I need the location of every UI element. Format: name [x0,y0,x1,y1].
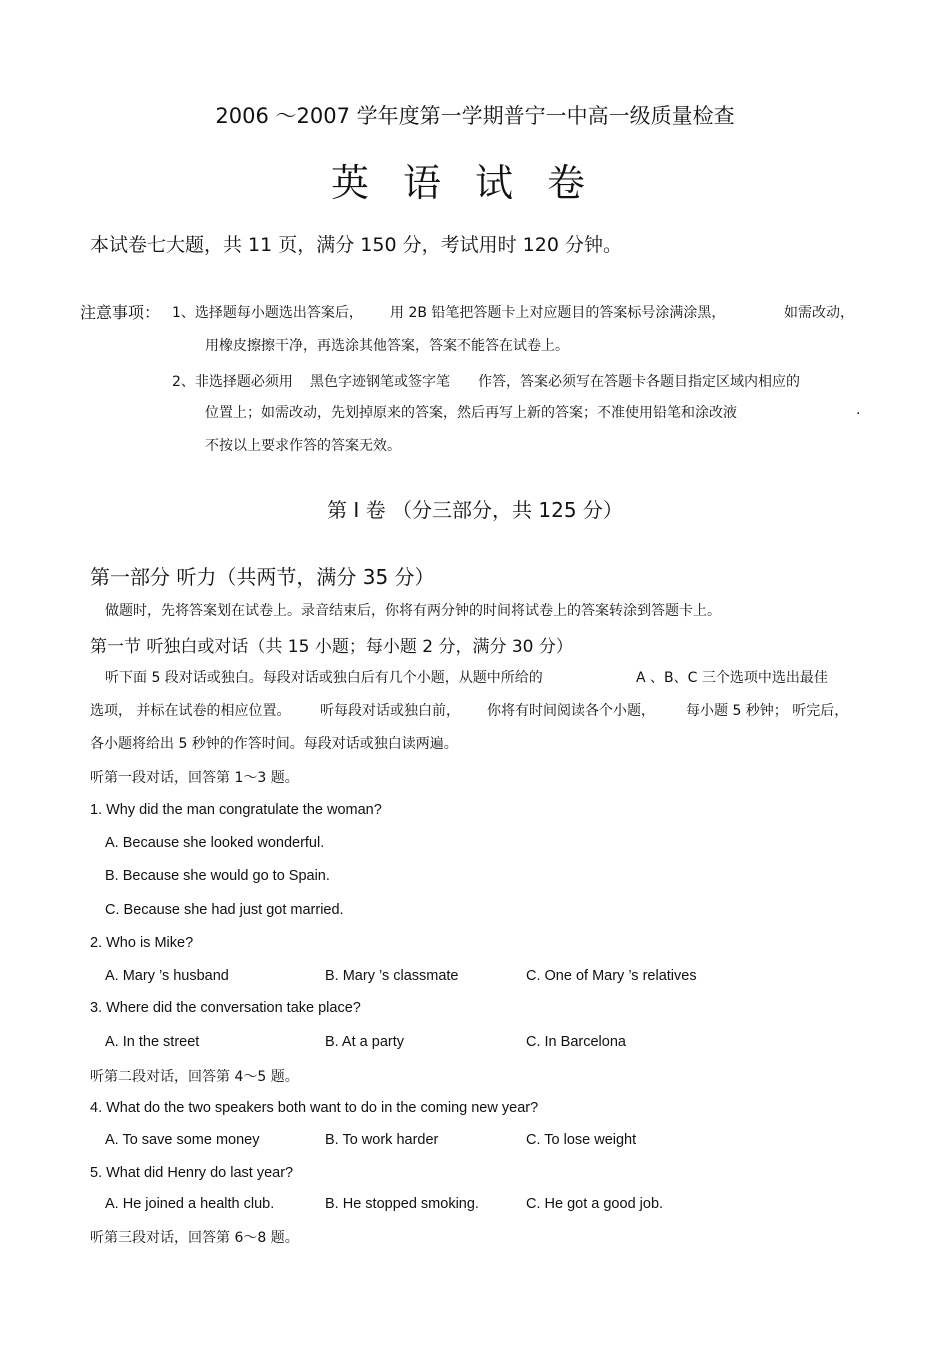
note-line-5: 不按以上要求作答的答案无效。 [205,438,401,454]
question-1-stem: 1. Why did the man congratulate the woman? [90,802,382,818]
section1-instructions-2d: 每小题 5 秒钟； 听完后， [686,703,849,719]
question-3-option-a: A. In the street [105,1034,200,1050]
question-2-option-c: C. One of Mary ’s relatives [526,968,697,984]
section1-instructions-3: 各小题将给出 5 秒钟的作答时间。每段对话或独白读两遍。 [90,736,458,752]
dialog-instruction-3: 听第三段对话，回答第 6～8 题。 [90,1230,299,1246]
paper-title: 英语试卷 [330,161,619,205]
question-2-option-b: B. Mary ’s classmate [325,968,459,984]
question-2-stem: 2. Who is Mike? [90,935,194,951]
question-3-stem: 3. Where did the conversation take place? [90,1000,361,1016]
section1-title: 第一节 听独白或对话（共 15 小题；每小题 2 分，满分 30 分） [90,637,573,657]
note-line-1a: 1、选择题每小题选出答案后， [172,305,363,321]
question-4-option-b: B. To work harder [325,1132,439,1148]
note-line-4a: 位置上；如需改动，先划掉原来的答案，然后再写上新的答案；不准使用铅笔和涂改液 [205,405,737,421]
question-5-option-c: C. He got a good job. [526,1196,664,1212]
dialog-instruction-2: 听第二段对话，回答第 4～5 题。 [90,1069,299,1085]
question-1-option-c: C. Because she had just got married. [105,902,344,918]
question-1-option-b: B. Because she would go to Spain. [105,868,330,884]
question-4-option-c: C. To lose weight [526,1132,637,1148]
section-title: 第 I 卷 （分三部分，共 125 分） [327,498,623,522]
question-5-option-b: B. He stopped smoking. [325,1196,479,1212]
section1-instructions-2b: 听每段对话或独白前， [320,703,460,719]
section1-instructions-1b: A 、B、C 三个选项中选出最佳 [636,670,828,686]
note-line-3c: 作答，答案必须写在答题卡各题目指定区域内相应的 [478,374,800,390]
section1-instructions-2a: 选项， 并标在试卷的相应位置。 [90,703,291,719]
note-line-4b: . [856,402,861,418]
question-4-option-a: A. To save some money [105,1132,260,1148]
note-line-3a: 2、非选择题必须用 [172,374,293,390]
question-5-stem: 5. What did Henry do last year? [90,1165,294,1181]
note-line-2: 用橡皮擦擦干净，再选涂其他答案，答案不能答在试卷上。 [205,338,569,354]
question-1-option-a: A. Because she looked wonderful. [105,835,325,851]
note-line-3b: 黑色字迹钢笔或签字笔 [310,374,450,390]
part1-title: 第一部分 听力（共两节，满分 35 分） [90,565,435,589]
note-line-1b: 用 2B 铅笔把答题卡上对应题目的答案标号涂满涂黑， [390,305,726,321]
question-5-option-a: A. He joined a health club. [105,1196,275,1212]
question-4-stem: 4. What do the two speakers both want to do in the coming new year? [90,1100,539,1116]
part1-intro: 做题时，先将答案划在试卷上。录音结束后，你将有两分钟的时间将试卷上的答案转涂到答题卡上。 [105,603,721,619]
note-line-1c: 如需改动， [784,305,854,321]
exam-info: 本试卷七大题，共 11 页，满分 150 分，考试用时 120 分钟。 [90,234,622,256]
notes-label: 注意事项： [80,303,161,322]
section1-instructions-1a: 听下面 5 段对话或独白。每段对话或独白后有几个小题，从题中所给的 [105,670,543,686]
exam-header-title: 2006 ～2007 学年度第一学期普宁一中高一级质量检查 [215,104,735,128]
section1-instructions-2c: 你将有时间阅读各个小题， [487,703,655,719]
question-3-option-c: C. In Barcelona [526,1034,626,1050]
dialog-instruction-1: 听第一段对话，回答第 1～3 题。 [90,770,299,786]
question-3-option-b: B. At a party [325,1034,404,1050]
question-2-option-a: A. Mary ’s husband [105,968,229,984]
